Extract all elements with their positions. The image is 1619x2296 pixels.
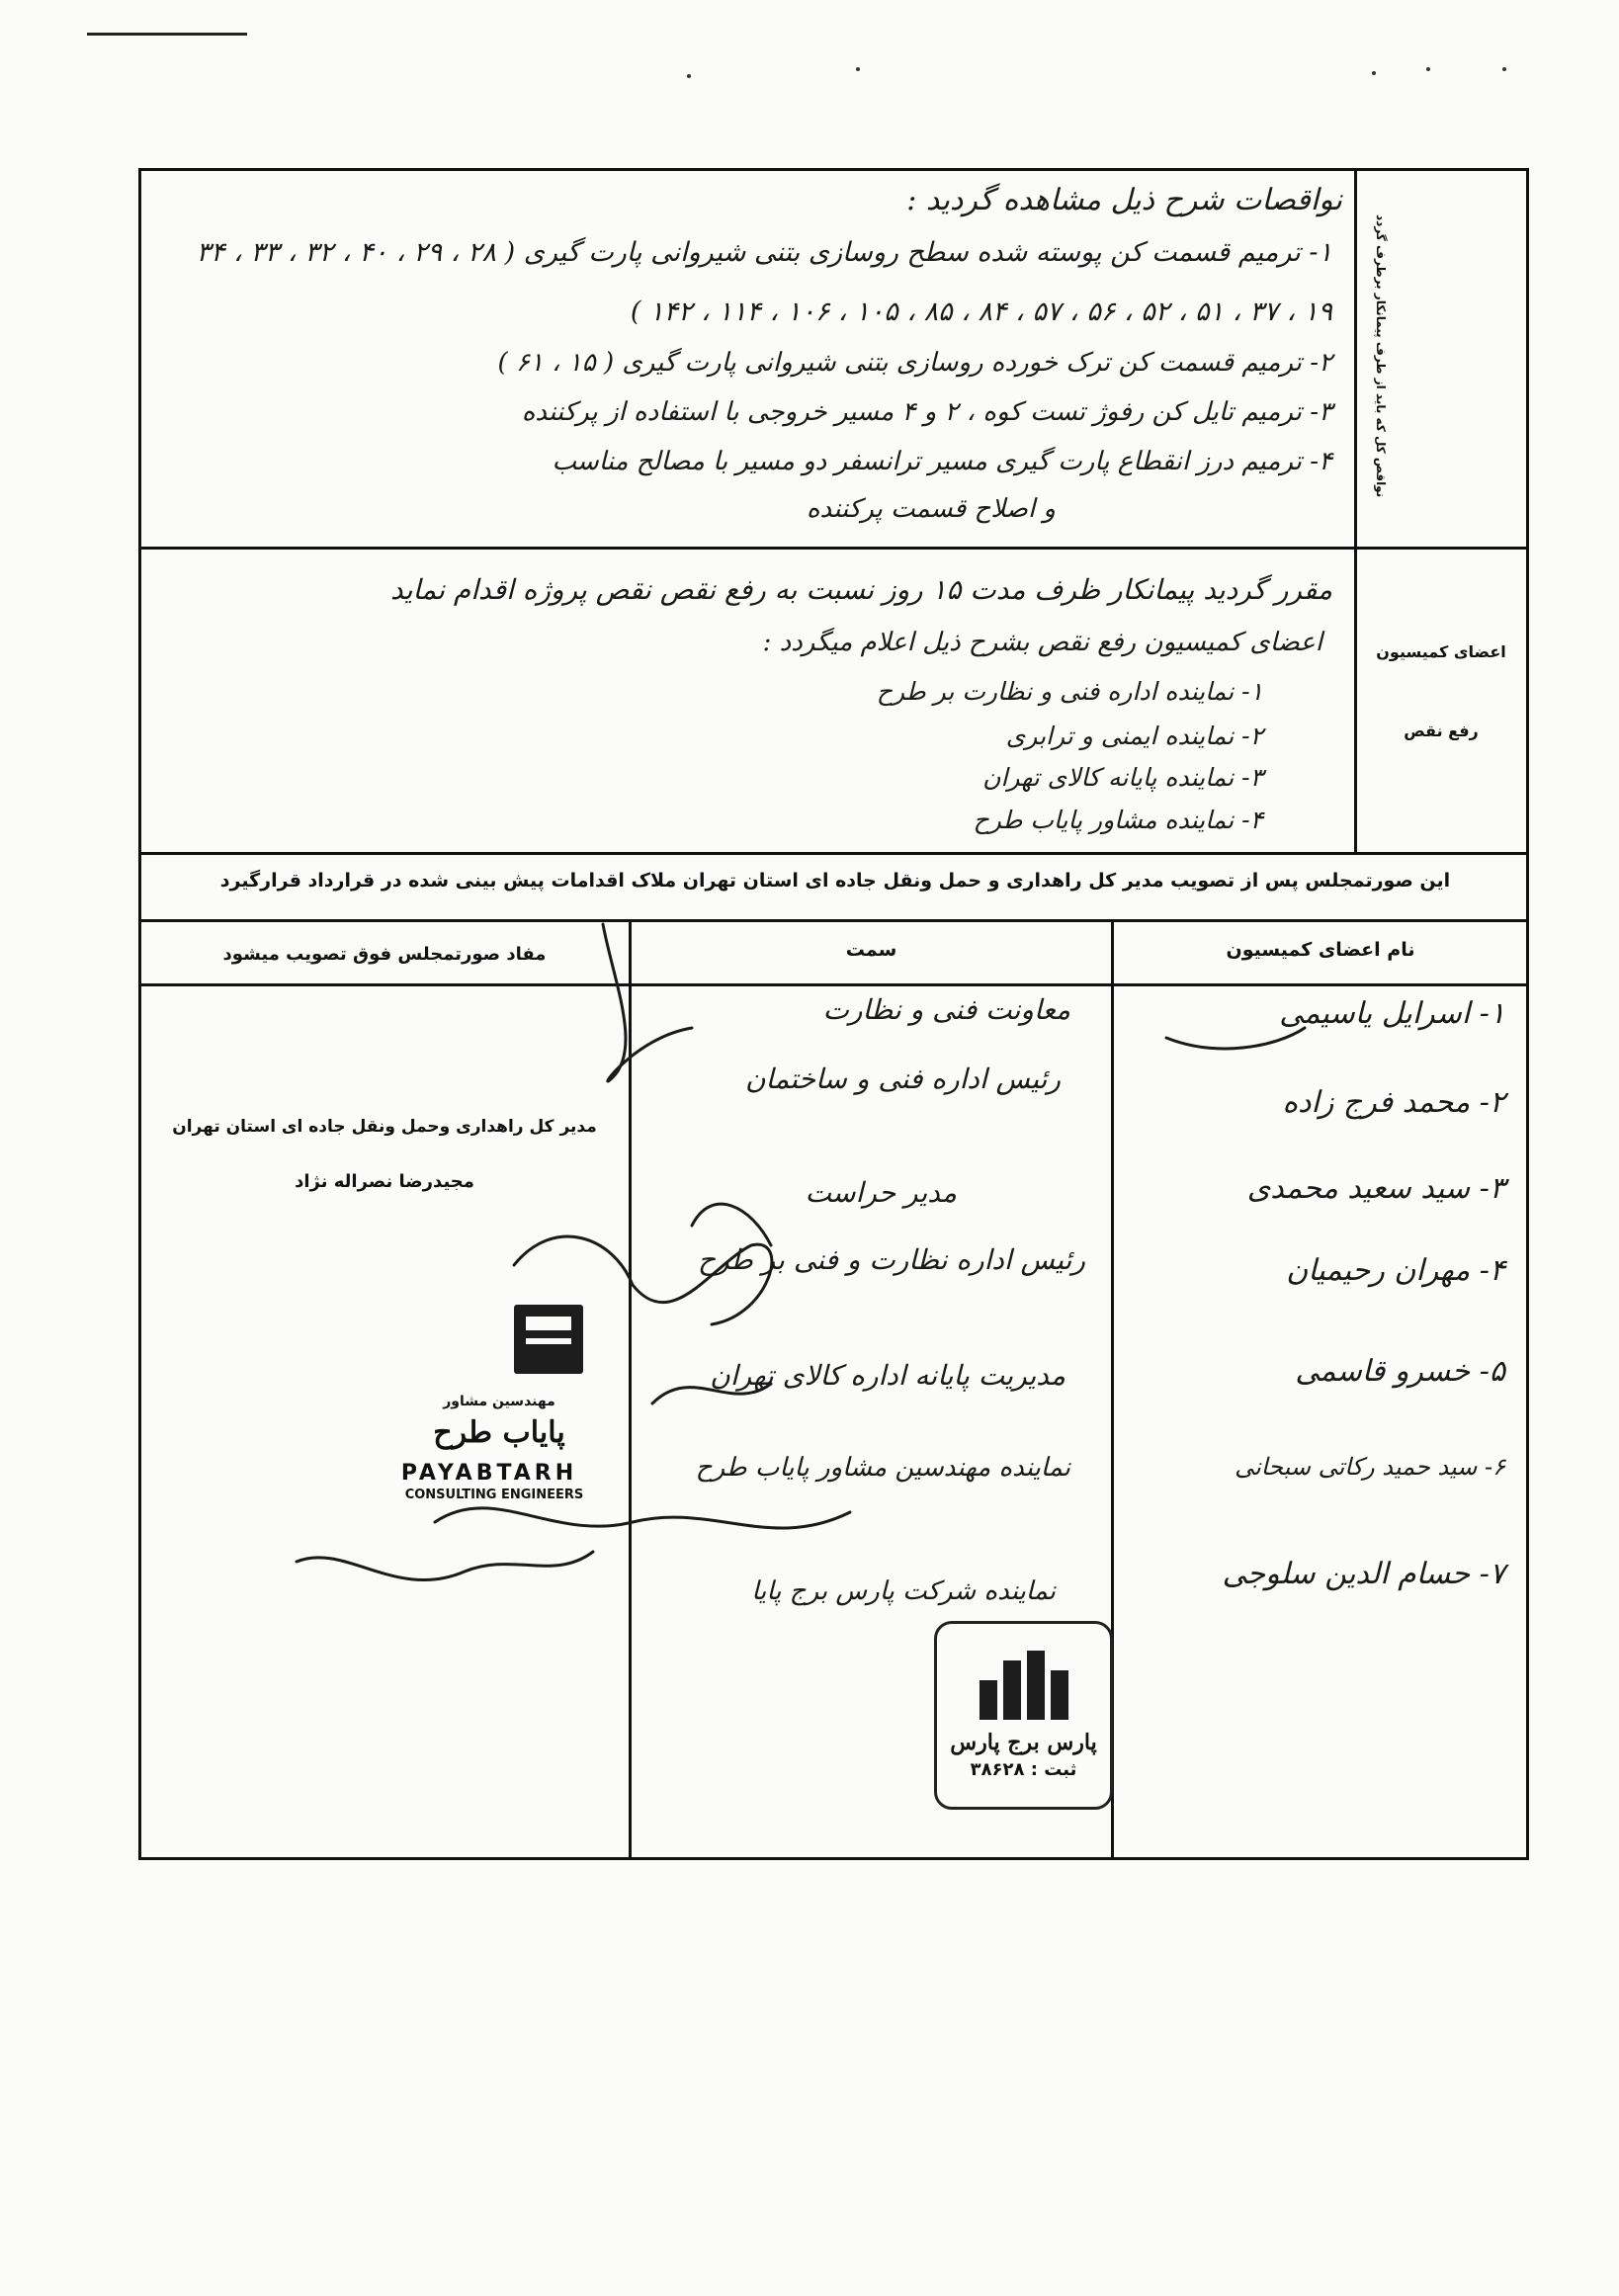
consultant-tagline-en: CONSULTING ENGINEERS — [404, 1488, 584, 1502]
position-4: رئیس اداره نظارت و فنی بر طرح — [698, 1243, 1085, 1276]
signature-stroke — [692, 1204, 771, 1245]
header-members: نام اعضای کمیسیون — [1226, 939, 1415, 961]
defects-heading: نواقصات شرح ذیل مشاهده گردید : — [906, 183, 1342, 217]
signature-stroke — [1166, 1028, 1305, 1049]
consultant-name-fa: پایاب طرح — [433, 1415, 565, 1450]
commission-member-4: ۴- نماینده مشاور پایاب طرح — [973, 806, 1263, 834]
consultant-name-en: PAYABTARH — [400, 1461, 578, 1486]
commission-member-1: ۱- نماینده اداره فنی و نظارت بر طرح — [876, 677, 1263, 706]
signature-stroke — [603, 924, 692, 1081]
position-3: مدیر حراست — [805, 1176, 957, 1209]
consultant-logo — [514, 1305, 583, 1374]
commission-members-heading: اعضای کمیسیون رفع نقص بشرح ذیل اعلام میگردد : — [762, 628, 1322, 657]
member-name-5: ۵- خسرو قاسمی — [1295, 1354, 1505, 1389]
defect-item-3: ۳- ترمیم تایل کن رفوژ تست کوه ، ۲ و ۴ مسیر خروجی با استفاده از پرکننده — [521, 397, 1332, 427]
member-name-2: ۲- محمد فرج زاده — [1282, 1085, 1505, 1120]
position-5: مدیریت پایانه اداره کالای تهران — [710, 1359, 1065, 1392]
signature-stroke — [297, 1552, 593, 1580]
consultant-stamp — [326, 1295, 623, 1512]
contractor-name: پارس برج پارس — [950, 1730, 1097, 1755]
defect-item-1: ۱- ترمیم قسمت کن پوسته شده سطح روسازی بتنی شیروانی پارت گیری ( ۲۸ ، ۲۹ ، ۴۰ ، ۳۲ ، ۳۳ ، ۳۴ — [196, 237, 1332, 268]
defect-item-2: ۲- ترمیم قسمت کن ترک خورده روسازی بتنی شیروانی پارت گیری ( ۱۵ ، ۶۱ ) — [497, 348, 1332, 378]
member-name-4: ۴- مهران رحیمیان — [1286, 1253, 1505, 1288]
position-7: نماینده شرکت پارس برج پایا — [751, 1576, 1056, 1606]
position-1: معاونت فنی و نظارت — [822, 993, 1070, 1026]
defect-item-1-continued: ۱۹ ، ۳۷ ، ۵۱ ، ۵۲ ، ۵۶ ، ۵۷ ، ۸۴ ، ۸۵ ، ۱۰۵ ، ۱۰۶ ، ۱۱۴ ، ۱۴۲ ) — [630, 297, 1332, 327]
member-name-7: ۷- حسام الدین سلوجی — [1222, 1557, 1505, 1591]
defects-side-label: نواقص کل که باید از طرف پیمانکار برطرف گردد — [1374, 213, 1388, 498]
contractor-stamp — [934, 1621, 1113, 1810]
header-position: سمت — [845, 939, 897, 961]
approval-notice: این صورتمجلس پس از تصویب مدیر کل راهداری و حمل ونقل جاده ای استان تهران ملاک اقدامات پیش بینی شده در قرارداد قرارگیرد — [219, 870, 1451, 892]
member-name-3: ۳- سید سعید محمدی — [1246, 1171, 1505, 1206]
defect-item-4: ۴- ترمیم درز انقطاع پارت گیری مسیر ترانسفر دو مسیر با مصالح مناسب — [552, 447, 1332, 476]
defect-item-4-continued: و اصلاح قسمت پرکننده — [806, 494, 1056, 524]
position-2: رئیس اداره فنی و ساختمان — [744, 1063, 1061, 1095]
member-name-1: ۱- اسرایل یاسیمی — [1279, 996, 1505, 1031]
position-6: نماینده مهندسین مشاور پایاب طرح — [695, 1453, 1070, 1483]
commission-intro: مقرر گردید پیمانکار ظرف مدت ۱۵ روز نسبت به رفع نقص نقص پروژه اقدام نماید — [390, 573, 1332, 606]
commission-label-line2: رفع نقص — [1404, 722, 1479, 740]
signature-stroke — [652, 1384, 771, 1403]
member-name-6: ۶- سید حمید رکاتی سبحانی — [1235, 1453, 1505, 1481]
contractor-number: ثبت : ۳۸۶۲۸ — [970, 1759, 1077, 1780]
header-approval: مفاد صورتمجلس فوق تصویب میشود — [222, 944, 547, 965]
approver-name: مجیدرضا نصراله نژاد — [295, 1171, 474, 1192]
commission-member-2: ۲- نماینده ایمنی و ترابری — [1005, 722, 1263, 750]
commission-label-line1: اعضای کمیسیون — [1376, 642, 1506, 661]
consultant-line1: مهندسین مشاور — [443, 1394, 555, 1409]
contractor-logo — [965, 1651, 1083, 1720]
commission-member-3: ۳- نماینده پایانه کالای تهران — [982, 763, 1263, 792]
approver-title: مدیر کل راهداری وحمل ونقل جاده ای استان تهران — [172, 1117, 597, 1137]
